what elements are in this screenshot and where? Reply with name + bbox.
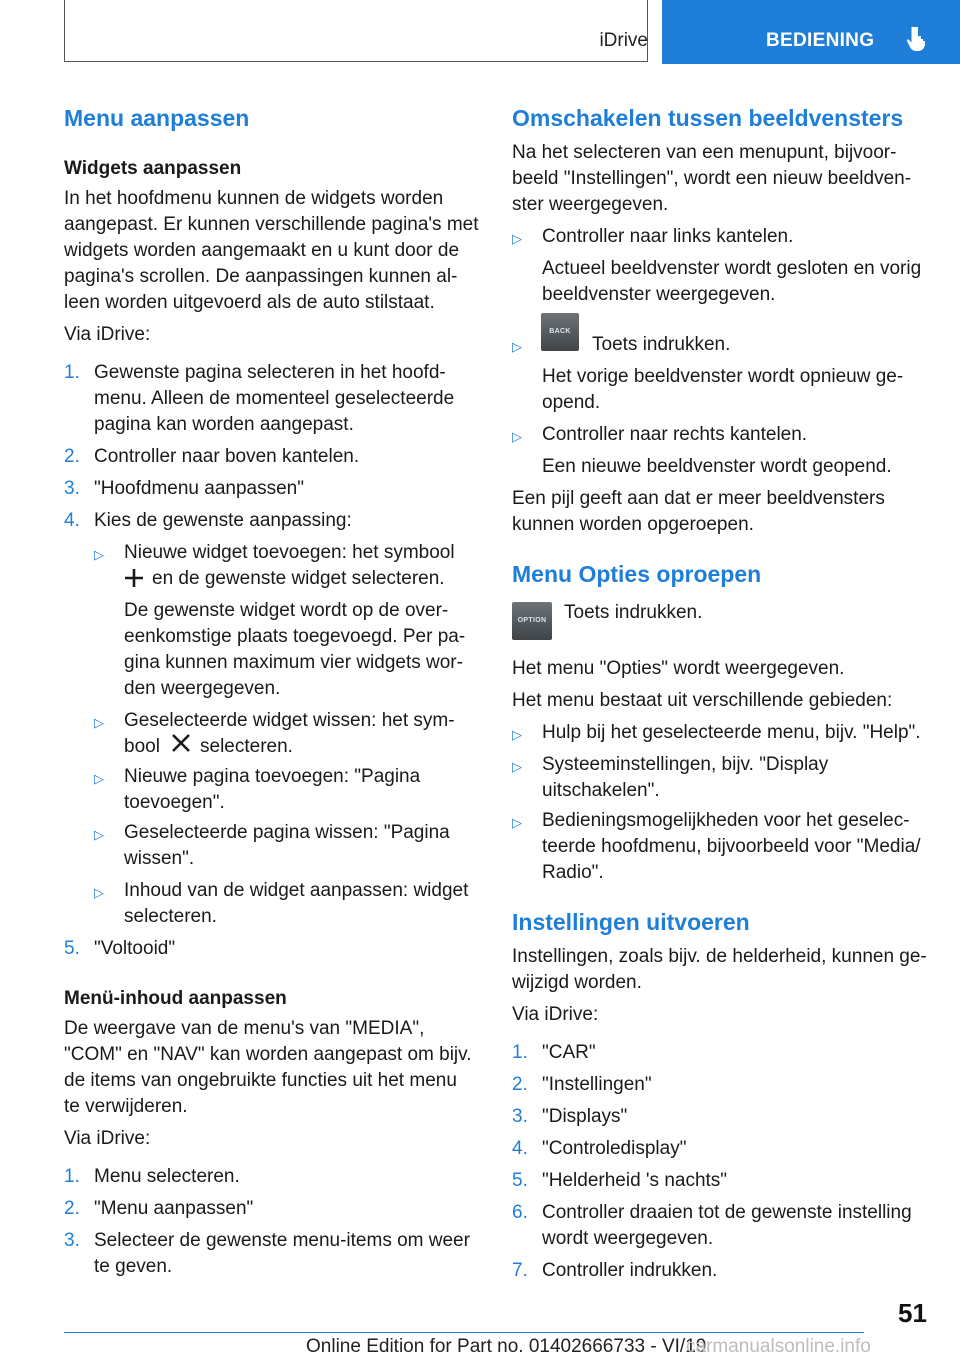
bullet-triangle-icon: ▷ [94, 827, 104, 842]
bullet-text: teerde hoofdmenu, bijvoorbeeld voor "Media/ [542, 836, 921, 857]
option-button-image: OPTION [512, 602, 552, 640]
watermark: carmanualsonline.info [686, 1336, 871, 1357]
paragraph-line: pagina's scrollen. De aanpassingen kunnen al- [64, 266, 458, 287]
bullet-paragraph: Een nieuwe beeldvenster wordt geopend. [542, 456, 892, 477]
hand-pointer-icon [906, 24, 932, 62]
step-text: "Controledisplay" [542, 1138, 687, 1159]
step-number: 2. [512, 1074, 528, 1095]
bullet-text: Controller naar rechts kantelen. [542, 424, 808, 445]
paragraph-line: leen worden uitgevoerd als de auto stilstaat. [64, 292, 435, 313]
step-text: menu. Alleen de momenteel geselecteerde [94, 388, 455, 409]
paragraph-line: aangepast. Er kunnen verschillende pagina's met [64, 214, 479, 235]
bullet-paragraph: gina kunnen maximum vier widgets wor- [124, 652, 463, 673]
paragraph-line: widgets worden aangemaakt en u kunt door de [64, 240, 460, 261]
step-text: te geven. [94, 1256, 173, 1277]
bullet-triangle-icon: ▷ [94, 771, 104, 786]
step-text: "Displays" [542, 1106, 628, 1127]
paragraph-line: wijzigd worden. [512, 972, 642, 993]
step-number: 4. [64, 510, 80, 531]
bullet-text: Toets indrukken. [592, 334, 731, 355]
paragraph-line: kunnen worden opgeroepen. [512, 514, 754, 535]
bullet-paragraph: De gewenste widget wordt op de over- [124, 600, 449, 621]
bullet-text: Bedieningsmogelijkheden voor het geselec- [542, 810, 910, 831]
bullet-paragraph: den weergegeven. [124, 678, 281, 699]
bullet-text: Systeeminstellingen, bijv. "Display [542, 754, 829, 775]
bullet-triangle-icon: ▷ [512, 339, 522, 354]
step-number: 1. [64, 362, 80, 383]
paragraph-line: de items van ongebruikte functies uit het menu [64, 1070, 457, 1091]
section-title-instellingen: Instellingen uitvoeren [512, 909, 750, 935]
via-idrive-label: Via iDrive: [512, 1004, 599, 1025]
bullet-text: Inhoud van de widget aanpassen: widget [124, 880, 469, 901]
bullet-text: Radio". [542, 862, 604, 883]
bullet-text: en de gewenste widget selecteren. [152, 568, 445, 589]
header-chapter-box [64, 0, 648, 62]
footer-edition: Online Edition for Part no. 01402666733 - VI/19 [306, 1336, 707, 1357]
step-number: 5. [512, 1170, 528, 1191]
step-number: 3. [64, 1230, 80, 1251]
paragraph-line: Instellingen, zoals bijv. de helderheid, kunnen ge- [512, 946, 927, 967]
bullet-paragraph: eenkomstige plaats toegevoegd. Per pa- [124, 626, 466, 647]
step-number: 5. [64, 938, 80, 959]
bullet-paragraph: Actueel beeldvenster wordt gesloten en vorig [542, 258, 922, 279]
step-text: Controller draaien tot de gewenste instelling [542, 1202, 912, 1223]
bullet-text: selecteren. [124, 906, 217, 927]
bullet-triangle-icon: ▷ [512, 759, 522, 774]
page-number: 51 [898, 1298, 927, 1328]
step-text: Controller indrukken. [542, 1260, 718, 1281]
step-number: 1. [512, 1042, 528, 1063]
paragraph-line: Toets indrukken. [564, 602, 703, 623]
bullet-paragraph: opend. [542, 392, 601, 413]
header-section-label: BEDIENING [766, 30, 875, 51]
section-title-omschakelen: Omschakelen tussen beeldvensters [512, 105, 904, 131]
paragraph-line: Een pijl geeft aan dat er meer beeldvensters [512, 488, 885, 509]
close-x-icon [170, 732, 192, 762]
step-number: 3. [512, 1106, 528, 1127]
step-text: Controller naar boven kantelen. [94, 446, 360, 467]
step-text: "Voltooid" [94, 938, 176, 959]
bullet-text: Controller naar links kantelen. [542, 226, 794, 247]
step-text: "Menu aanpassen" [94, 1198, 254, 1219]
paragraph-line: beeld "Instellingen", wordt een nieuw beeldven- [512, 168, 912, 189]
header-chapter: iDrive [599, 30, 648, 51]
step-text: "Hoofdmenu aanpassen" [94, 478, 304, 499]
bullet-paragraph: Het vorige beeldvenster wordt opnieuw ge- [542, 366, 904, 387]
paragraph-line: "COM" en "NAV" kan worden aangepast om bijv. [64, 1044, 472, 1065]
step-number: 3. [64, 478, 80, 499]
bullet-text: Nieuwe pagina toevoegen: "Pagina [124, 766, 421, 787]
section-title-opties: Menu Opties oproepen [512, 561, 762, 587]
bullet-text: Nieuwe widget toevoegen: het symbool [124, 542, 455, 563]
section-title-menu-aanpassen: Menu aanpassen [64, 105, 250, 131]
step-number: 4. [512, 1138, 528, 1159]
bullet-text: toevoegen". [124, 792, 225, 813]
step-text: wordt weergegeven. [542, 1228, 714, 1249]
bullet-text: bool [124, 736, 160, 757]
subheading-widgets: Widgets aanpassen [64, 158, 242, 179]
step-text: "Helderheid 's nachts" [542, 1170, 728, 1191]
via-idrive-label: Via iDrive: [64, 324, 151, 345]
back-button-image: BACK [541, 313, 579, 351]
paragraph-line: In het hoofdmenu kunnen de widgets worden [64, 188, 444, 209]
bullet-text: wissen". [124, 848, 195, 869]
paragraph-line: te verwijderen. [64, 1096, 188, 1117]
step-text: "CAR" [542, 1042, 596, 1063]
via-idrive-label: Via iDrive: [64, 1128, 151, 1149]
step-text: "Instellingen" [542, 1074, 652, 1095]
paragraph-line: Het menu bestaat uit verschillende gebieden: [512, 690, 893, 711]
step-text: pagina kan worden aangepast. [94, 414, 354, 435]
step-number: 2. [64, 446, 80, 467]
bullet-text: Hulp bij het geselecteerde menu, bijv. "Help". [542, 722, 921, 743]
paragraph-line: De weergave van de menu's van "MEDIA", [64, 1018, 425, 1039]
step-number: 1. [64, 1166, 80, 1187]
bullet-triangle-icon: ▷ [512, 231, 522, 246]
paragraph-line: Het menu "Opties" wordt weergegeven. [512, 658, 845, 679]
bullet-triangle-icon: ▷ [94, 885, 104, 900]
subheading-menu-inhoud: Menü-inhoud aanpassen [64, 988, 287, 1009]
step-text: Kies de gewenste aanpassing: [94, 510, 352, 531]
paragraph-line: ster weergegeven. [512, 194, 669, 215]
bullet-text: uitschakelen". [542, 780, 660, 801]
footer-divider [64, 1332, 864, 1333]
paragraph-line: Na het selecteren van een menupunt, bijvoor- [512, 142, 897, 163]
bullet-paragraph: beeldvenster weergegeven. [542, 284, 776, 305]
bullet-triangle-icon: ▷ [94, 715, 104, 730]
bullet-text: Geselecteerde pagina wissen: "Pagina [124, 822, 450, 843]
header-section-tab [662, 0, 960, 64]
step-text: Selecteer de gewenste menu-items om weer [94, 1230, 470, 1251]
bullet-triangle-icon: ▷ [512, 815, 522, 830]
bullet-text: Geselecteerde widget wissen: het sym- [124, 710, 455, 731]
step-text: Gewenste pagina selecteren in het hoofd- [94, 362, 446, 383]
bullet-triangle-icon: ▷ [512, 429, 522, 444]
bullet-triangle-icon: ▷ [512, 727, 522, 742]
step-number: 6. [512, 1202, 528, 1223]
plus-icon [124, 568, 144, 596]
step-text: Menu selecteren. [94, 1166, 240, 1187]
step-number: 2. [64, 1198, 80, 1219]
bullet-text: selecteren. [200, 736, 293, 757]
bullet-triangle-icon: ▷ [94, 547, 104, 562]
step-number: 7. [512, 1260, 528, 1281]
